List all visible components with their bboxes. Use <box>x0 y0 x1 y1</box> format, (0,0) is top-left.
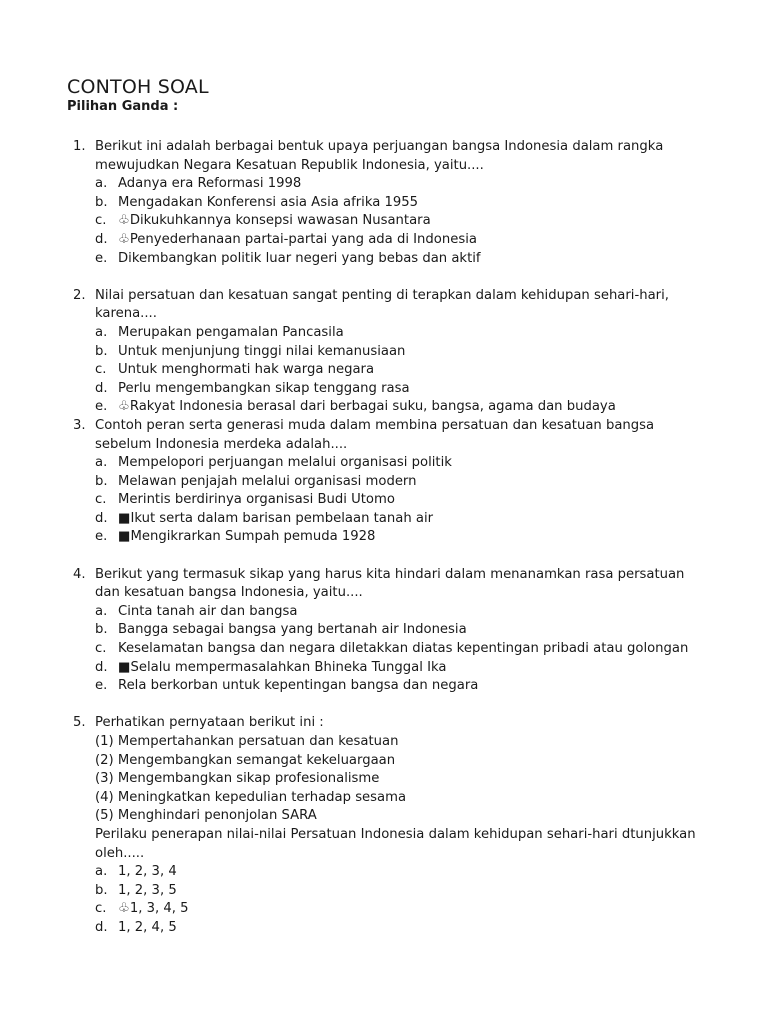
option-letter: b. <box>95 622 108 638</box>
option-a <box>95 454 708 473</box>
option-letter: a. <box>95 603 108 619</box>
option-text: Rela berkorban untuk kepentingan bangsa dan negara <box>118 678 479 694</box>
question-prompt: Perilaku penerapan nilai-nilai Persatuan Indonesia dalam kehidupan sehari-hari dtunjukkan oleh..... <box>95 826 696 861</box>
option-text: 1, 2, 3, 5 <box>118 882 177 898</box>
option-letter: b. <box>95 882 108 898</box>
option-b <box>95 343 708 362</box>
option-text: Adanya era Reformasi 1998 <box>118 176 302 192</box>
option-a <box>95 863 708 882</box>
statement-2: (2) Mengembangkan semangat kekeluargaan <box>95 752 396 768</box>
option-letter: c. <box>95 901 107 917</box>
option-d <box>95 231 708 250</box>
option-letter: a. <box>95 864 108 880</box>
option-letter: d. <box>95 231 108 247</box>
question-2 <box>0 287 768 417</box>
option-b <box>95 473 708 492</box>
option-text: 1, 2, 4, 5 <box>118 919 177 935</box>
option-letter: a. <box>95 324 108 340</box>
option-letter: c. <box>95 641 107 657</box>
question-number: 3. <box>73 417 86 433</box>
question-number: 1. <box>73 139 86 154</box>
option-text: Keselamatan bangsa dan negara diletakkan diatas kepentingan pribadi atau golongan <box>118 641 689 657</box>
option-letter: b. <box>95 194 108 210</box>
option-b <box>95 194 708 213</box>
statement-4: (4) Meningkatkan kepedulian terhadap sesama <box>95 789 407 805</box>
option-letter: b. <box>95 473 108 489</box>
option-letter: b. <box>95 343 108 359</box>
question-text: Berikut yang termasuk sikap yang harus kita hindari dalam menanamkan rasa persatuan dan kesatuan bangsa Indonesia, yaitu.... <box>95 566 685 601</box>
option-letter: e. <box>95 250 108 266</box>
option-letter: e. <box>95 678 108 694</box>
option-d <box>95 659 708 678</box>
option-letter: a. <box>95 455 108 471</box>
question-4 <box>0 566 768 696</box>
option-letter: e. <box>95 529 108 545</box>
question-5 <box>0 714 768 937</box>
option-d <box>95 380 708 399</box>
option-e <box>95 528 708 547</box>
option-letter: d. <box>95 659 108 675</box>
option-text: Bangga sebagai bangsa yang bertanah air Indonesia <box>118 622 467 638</box>
option-a <box>95 175 708 194</box>
club-mark-icon: ♧ <box>118 901 130 917</box>
option-text: 1, 3, 4, 5 <box>129 901 189 917</box>
option-letter: c. <box>95 362 107 378</box>
question-number: 4. <box>73 566 86 582</box>
option-text: Untuk menghormati hak warga negara <box>118 362 375 378</box>
option-a <box>95 603 708 622</box>
option-c <box>95 212 708 231</box>
option-c <box>95 640 708 659</box>
question-1 <box>0 138 768 268</box>
square-mark-icon: ■ <box>118 659 131 675</box>
question-number: 5. <box>73 715 86 731</box>
option-b <box>95 882 708 901</box>
option-text: Perlu mengembangkan sikap tenggang rasa <box>118 380 410 396</box>
question-text: Perhatikan pernyataan berikut ini : <box>95 715 324 731</box>
option-d <box>95 919 708 938</box>
option-letter: d. <box>95 380 108 396</box>
spacer <box>0 268 768 287</box>
option-letter: a. <box>95 176 108 192</box>
section-subtitle: Pilihan Ganda : <box>67 99 179 114</box>
option-letter: c. <box>95 492 107 508</box>
option-text: Rakyat Indonesia berasal dari berbagai suku, bangsa, agama dan budaya <box>129 399 616 415</box>
statement-5: (5) Menghindari penonjolan SARA <box>95 808 317 824</box>
option-letter: e. <box>95 399 108 415</box>
option-letter: c. <box>95 213 107 229</box>
option-c <box>95 491 708 510</box>
square-mark-icon: ■ <box>118 529 131 545</box>
option-text: Untuk menjunjung tinggi nilai kemanusiaan <box>118 343 406 359</box>
option-text: Selalu mempermasalahkan Bhineka Tunggal Ika <box>130 659 447 675</box>
question-text: Berikut ini adalah berbagai bentuk upaya perjuangan bangsa Indonesia dalam rangka mewujudkan Negara Kesatuan Republik Indonesia, yaitu.... <box>95 139 664 173</box>
spacer <box>0 696 768 715</box>
option-letter: d. <box>95 510 108 526</box>
option-text: Melawan penjajah melalui organisasi modern <box>118 473 417 489</box>
option-text: Merintis berdirinya organisasi Budi Utomo <box>118 492 395 508</box>
spacer <box>0 547 768 566</box>
question-text: Contoh peran serta generasi muda dalam membina persatuan dan kesatuan bangsa sebelum Indonesia merdeka adalah.... <box>95 417 655 452</box>
statement-3: (3) Mengembangkan sikap profesionalisme <box>95 771 380 787</box>
option-text: Ikut serta dalam barisan pembelaan tanah air <box>130 510 434 526</box>
option-letter: d. <box>95 919 108 935</box>
option-text: Cinta tanah air dan bangsa <box>118 603 298 619</box>
option-d <box>95 510 708 529</box>
option-b <box>95 621 708 640</box>
option-text: Penyederhanaan partai-partai yang ada di Indonesia <box>129 231 477 247</box>
option-text: Dikembangkan politik luar negeri yang bebas dan aktif <box>118 250 481 266</box>
option-text: 1, 2, 3, 4 <box>118 864 177 880</box>
option-text: Mempelopori perjuangan melalui organisasi politik <box>118 455 452 471</box>
option-text: Merupakan pengamalan Pancasila <box>118 324 344 340</box>
question-text: Nilai persatuan dan kesatuan sangat penting di terapkan dalam kehidupan sehari-hari, karena.... <box>95 287 669 322</box>
option-text: Mengadakan Konferensi asia Asia afrika 1955 <box>118 194 419 210</box>
option-c <box>95 361 708 380</box>
statement-1: (1) Mempertahankan persatuan dan kesatuan <box>95 734 399 749</box>
square-mark-icon: ■ <box>118 510 131 526</box>
club-mark-icon: ♧ <box>118 231 130 247</box>
option-text: Mengikrarkan Sumpah pemuda 1928 <box>130 529 376 545</box>
option-a <box>95 324 708 343</box>
option-c <box>95 900 708 919</box>
club-mark-icon: ♧ <box>118 399 130 415</box>
question-number: 2. <box>73 287 86 303</box>
option-text: Dikukuhkannya konsepsi wawasan Nusantara <box>129 213 431 229</box>
option-e <box>95 398 708 417</box>
option-e <box>95 677 708 696</box>
club-mark-icon: ♧ <box>118 213 130 229</box>
question-3 <box>0 417 768 547</box>
option-e <box>95 250 708 269</box>
question-list <box>0 138 768 938</box>
page-title: CONTOH SOAL <box>67 76 209 98</box>
